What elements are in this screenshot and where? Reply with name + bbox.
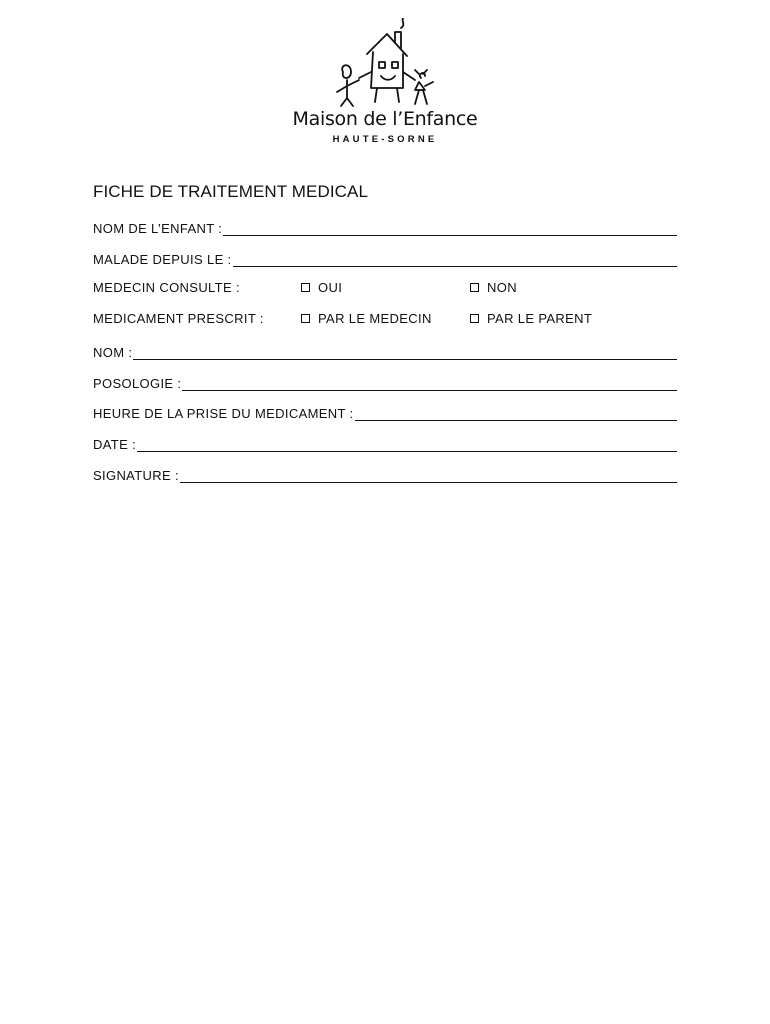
date-label: DATE : [93, 437, 137, 452]
option-yes-label: OUI [318, 280, 343, 295]
doctor-consulted-row [93, 280, 677, 298]
medication-prescribed-row [93, 311, 677, 329]
option-by-parent-label: PAR LE PARENT [487, 311, 593, 326]
time-field[interactable] [93, 403, 677, 421]
dosage-line[interactable] [182, 378, 677, 391]
house-family-drawing-icon [315, 18, 455, 108]
medication-prescribed-label: MEDICAMENT PRESCRIT : [93, 311, 264, 326]
medication-name-line[interactable] [133, 347, 677, 360]
checkbox-by-parent[interactable] [470, 314, 479, 323]
logo [0, 18, 770, 150]
form-title: FICHE DE TRAITEMENT MEDICAL [93, 182, 369, 201]
org-name: Maison de l’Enfance [292, 108, 478, 130]
signature-field[interactable] [93, 465, 677, 483]
prescribed-by-doctor[interactable] [301, 311, 432, 326]
sick-since-line[interactable] [233, 254, 677, 267]
sick-since-label: MALADE DEPUIS LE : [93, 252, 232, 267]
doctor-consulted-no[interactable] [470, 280, 517, 295]
doctor-consulted-yes[interactable] [301, 280, 342, 295]
medication-name-label: NOM : [93, 345, 133, 360]
signature-label: SIGNATURE : [93, 468, 179, 483]
checkbox-no[interactable] [470, 283, 479, 292]
checkbox-by-doctor[interactable] [301, 314, 310, 323]
sick-since-field[interactable] [93, 249, 677, 267]
child-name-field[interactable] [93, 218, 677, 236]
option-by-doctor-label: PAR LE MEDECIN [318, 311, 432, 326]
org-subtitle: HAUTE-SORNE [332, 134, 438, 145]
signature-line[interactable] [180, 470, 677, 483]
time-line[interactable] [355, 408, 677, 421]
dosage-label: POSOLOGIE : [93, 376, 182, 391]
date-field[interactable] [93, 434, 677, 452]
child-name-label: NOM DE L’ENFANT : [93, 221, 223, 236]
date-line[interactable] [137, 439, 677, 452]
time-label: HEURE DE LA PRISE DU MEDICAMENT : [93, 406, 354, 421]
dosage-field[interactable] [93, 373, 677, 391]
prescribed-by-parent[interactable] [470, 311, 592, 326]
option-no-label: NON [487, 280, 517, 295]
medication-name-field[interactable] [93, 342, 677, 360]
doctor-consulted-label: MEDECIN CONSULTE : [93, 280, 240, 295]
checkbox-yes[interactable] [301, 283, 310, 292]
child-name-line[interactable] [223, 223, 677, 236]
